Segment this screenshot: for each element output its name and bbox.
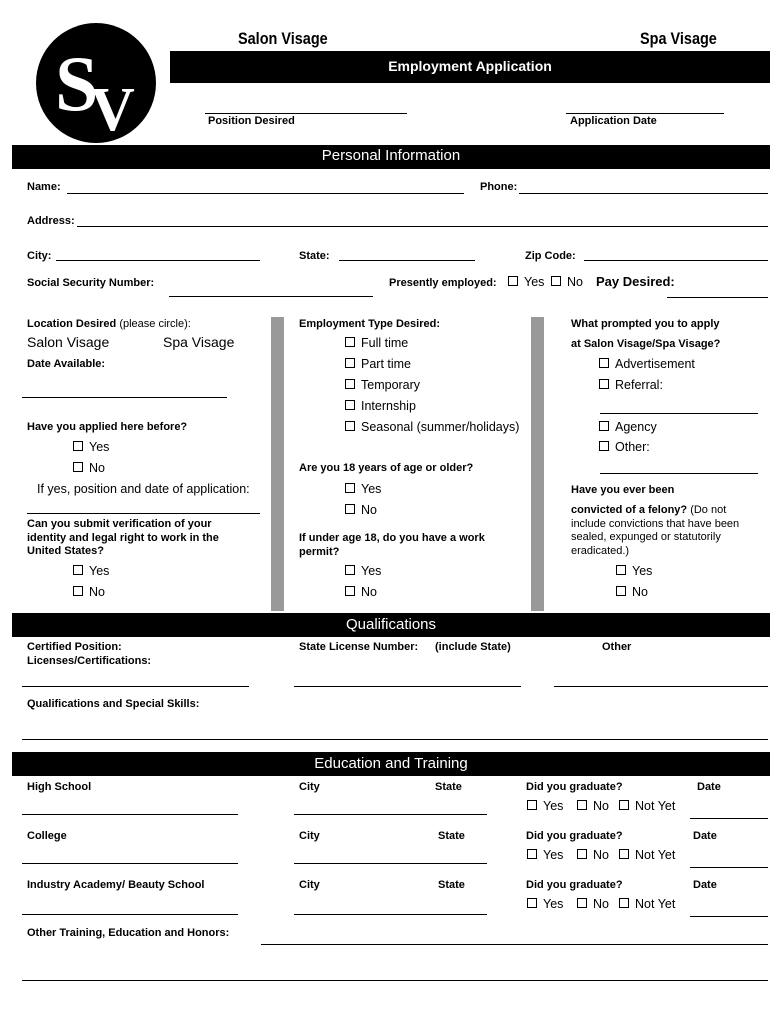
checkbox-icon[interactable]	[616, 565, 626, 575]
work-permit-no[interactable]: No	[345, 585, 377, 599]
age18-no[interactable]: No	[345, 503, 377, 517]
college-state-label: State	[438, 830, 465, 842]
application-date-line[interactable]	[566, 113, 724, 114]
personal-info-bar	[12, 145, 770, 169]
salon-name: Salon Visage	[238, 29, 328, 48]
age18-label: Are you 18 years of age or older?	[299, 462, 474, 474]
checkbox-icon[interactable]	[345, 379, 355, 389]
checkbox-icon[interactable]	[345, 358, 355, 368]
include-state-label: (include State)	[435, 641, 511, 653]
felony-yes[interactable]: Yes	[616, 564, 652, 578]
pay-desired-field[interactable]	[667, 297, 768, 298]
referral-field[interactable]	[600, 413, 758, 414]
if-yes-field[interactable]	[27, 513, 260, 514]
academy-date-field[interactable]	[690, 916, 768, 917]
hs-city-label: City	[299, 781, 320, 793]
qualifications-bar	[12, 613, 770, 637]
felony-question	[571, 504, 751, 558]
checkbox-icon[interactable]	[508, 276, 518, 286]
city-field[interactable]	[56, 260, 260, 261]
form-title: Employment Application	[388, 58, 552, 74]
certified-label: Certified Position: Licenses/Certifications:	[27, 641, 152, 667]
presently-employed-label: Presently employed:	[389, 277, 497, 289]
location-salon-option[interactable]: Salon Visage	[27, 334, 110, 350]
qual-other-label: Other	[602, 641, 632, 653]
college-not-yet[interactable]: Not Yet	[619, 848, 675, 862]
checkbox-icon[interactable]	[345, 400, 355, 410]
position-desired-line[interactable]	[205, 113, 407, 114]
other-training-field-2[interactable]	[22, 980, 768, 981]
phone-label: Phone:	[480, 181, 518, 193]
checkbox-icon[interactable]	[345, 565, 355, 575]
date-available-label: Date Available:	[27, 358, 106, 370]
location-desired	[27, 318, 191, 330]
age18-yes[interactable]: Yes	[345, 482, 381, 496]
hs-date-label: Date	[697, 781, 721, 793]
education-bar	[12, 752, 770, 776]
checkbox-icon[interactable]	[73, 565, 83, 575]
other-training-field[interactable]	[261, 944, 768, 945]
position-desired-label: Position Desired	[208, 115, 295, 127]
pay-desired-label: Pay Desired:	[596, 274, 675, 289]
felony-no[interactable]: No	[616, 585, 648, 599]
education-title: Education and Training	[314, 755, 468, 772]
column-divider-right	[531, 317, 544, 611]
personal-info-title: Personal Information	[321, 147, 461, 164]
hs-yes[interactable]: Yes	[527, 799, 563, 813]
checkbox-icon[interactable]	[345, 421, 355, 431]
checkbox-icon[interactable]	[599, 358, 609, 368]
checkbox-icon[interactable]	[599, 379, 609, 389]
state-license-field[interactable]	[294, 686, 521, 687]
location-desired-label: Location Desired	[27, 318, 117, 330]
date-available-field[interactable]	[22, 397, 227, 398]
college-date-label: Date	[693, 830, 717, 842]
logo	[35, 22, 157, 144]
checkbox-icon[interactable]	[599, 441, 609, 451]
checkbox-icon[interactable]	[577, 800, 587, 810]
phone-field[interactable]	[519, 193, 768, 194]
academy-date-label: Date	[693, 879, 717, 891]
checkbox-icon[interactable]	[345, 483, 355, 493]
if-yes-label: If yes, position and date of application:	[37, 482, 250, 496]
college-label: College	[27, 830, 67, 842]
checkbox-icon[interactable]	[527, 800, 537, 810]
full-time-option[interactable]: Full time	[345, 336, 408, 350]
spa-name: Spa Visage	[640, 29, 717, 48]
checkbox-icon[interactable]	[599, 421, 609, 431]
felony-note-2: not include convictions that have been sealed, expunged or statutorily eradicated.)	[571, 504, 740, 557]
special-skills-field[interactable]	[22, 739, 768, 740]
seasonal-option[interactable]: Seasonal (summer/holidays)	[345, 420, 519, 434]
applied-before-label: Have you applied here before?	[27, 421, 188, 433]
hs-state-label: State	[435, 781, 462, 793]
academy-state-label: State	[438, 879, 465, 891]
hs-not-yet[interactable]: Not Yet	[619, 799, 675, 813]
hs-date-field[interactable]	[690, 818, 768, 819]
hs-no[interactable]: No	[577, 799, 609, 813]
work-permit-yes[interactable]: Yes	[345, 564, 381, 578]
column-divider-left	[271, 317, 284, 611]
felony-label-1: Have you ever been	[571, 484, 675, 496]
state-label: State:	[299, 250, 330, 262]
college-yes[interactable]: Yes	[527, 848, 563, 862]
high-school-label: High School	[27, 781, 92, 793]
prompted-label-2: at Salon Visage/Spa Visage?	[571, 338, 721, 350]
address-field[interactable]	[77, 226, 768, 227]
state-field[interactable]	[339, 260, 475, 261]
internship-option[interactable]: Internship	[345, 399, 416, 413]
verification-yes[interactable]: Yes	[73, 564, 109, 578]
checkbox-icon[interactable]	[577, 898, 587, 908]
referral-option[interactable]: Referral:	[599, 378, 663, 392]
checkbox-icon[interactable]	[345, 337, 355, 347]
checkbox-icon[interactable]	[616, 586, 626, 596]
felony-note-1: (Do	[690, 504, 708, 516]
academy-graduate-label: Did you graduate?	[526, 879, 623, 891]
state-license-label: State License Number:	[299, 641, 419, 653]
college-name-field[interactable]	[22, 863, 238, 864]
verification-no[interactable]: No	[73, 585, 105, 599]
work-permit-label: If under age 18, do you have a work permit?	[299, 532, 485, 558]
name-field[interactable]	[67, 193, 464, 194]
certified-field[interactable]	[22, 686, 249, 687]
verification-label: Can you submit verification of your identity and legal right to work in the United States?	[27, 518, 219, 557]
college-graduate-label: Did you graduate?	[526, 830, 623, 842]
college-date-field[interactable]	[690, 867, 768, 868]
agency-option[interactable]: Agency	[599, 420, 657, 434]
employment-type-label: Employment Type Desired:	[299, 318, 440, 330]
academy-city-label: City	[299, 879, 320, 891]
checkbox-icon[interactable]	[577, 849, 587, 859]
form-title-bar	[170, 51, 770, 83]
checkbox-icon[interactable]	[527, 898, 537, 908]
checkbox-icon[interactable]	[73, 462, 83, 472]
academy-no[interactable]: No	[577, 897, 609, 911]
hs-name-field[interactable]	[22, 814, 238, 815]
application-date-label: Application Date	[570, 115, 657, 127]
other-training-label: Other Training, Education and Honors:	[27, 927, 230, 939]
academy-yes[interactable]: Yes	[527, 897, 563, 911]
logo-letter-s: S	[55, 40, 99, 127]
checkbox-icon[interactable]	[345, 504, 355, 514]
advertisement-option[interactable]: Advertisement	[599, 357, 695, 371]
part-time-option[interactable]: Part time	[345, 357, 411, 371]
academy-label: Industry Academy/ Beauty School	[27, 879, 205, 891]
qual-other-field[interactable]	[554, 686, 768, 687]
presently-employed-no[interactable]: No	[551, 275, 583, 289]
other-field[interactable]	[600, 473, 758, 474]
felony-label-2: convicted of a felony?	[571, 504, 688, 516]
prompted-label-1: What prompted you to apply	[571, 318, 720, 330]
logo-letter-v: V	[90, 76, 135, 144]
checkbox-icon[interactable]	[619, 800, 629, 810]
hs-graduate-label: Did you graduate?	[526, 781, 623, 793]
academy-city-state-field[interactable]	[294, 914, 487, 915]
checkbox-icon[interactable]	[619, 849, 629, 859]
college-city-state-field[interactable]	[294, 863, 487, 864]
location-spa-option[interactable]: Spa Visage	[163, 334, 235, 350]
please-circle: (please circle):	[119, 318, 191, 330]
checkbox-icon[interactable]	[527, 849, 537, 859]
academy-name-field[interactable]	[22, 914, 238, 915]
ssn-field[interactable]	[169, 296, 373, 297]
temporary-option[interactable]: Temporary	[345, 378, 420, 392]
address-label: Address:	[27, 215, 75, 227]
college-no[interactable]: No	[577, 848, 609, 862]
special-skills-label: Qualifications and Special Skills:	[27, 698, 200, 710]
checkbox-icon[interactable]	[619, 898, 629, 908]
ssn-label: Social Security Number:	[27, 277, 155, 289]
checkbox-icon[interactable]	[73, 441, 83, 451]
applied-before-yes[interactable]: Yes	[73, 440, 109, 454]
checkbox-icon[interactable]	[73, 586, 83, 596]
zip-field[interactable]	[584, 260, 768, 261]
city-label: City:	[27, 250, 52, 262]
presently-employed-yes[interactable]: Yes	[508, 275, 544, 289]
name-label: Name:	[27, 181, 61, 193]
checkbox-icon[interactable]	[345, 586, 355, 596]
zip-label: Zip Code:	[525, 250, 576, 262]
checkbox-icon[interactable]	[551, 276, 561, 286]
qualifications-title: Qualifications	[345, 616, 437, 633]
applied-before-no[interactable]: No	[73, 461, 105, 475]
other-option[interactable]: Other:	[599, 440, 650, 454]
college-city-label: City	[299, 830, 320, 842]
hs-city-state-field[interactable]	[294, 814, 487, 815]
academy-not-yet[interactable]: Not Yet	[619, 897, 675, 911]
